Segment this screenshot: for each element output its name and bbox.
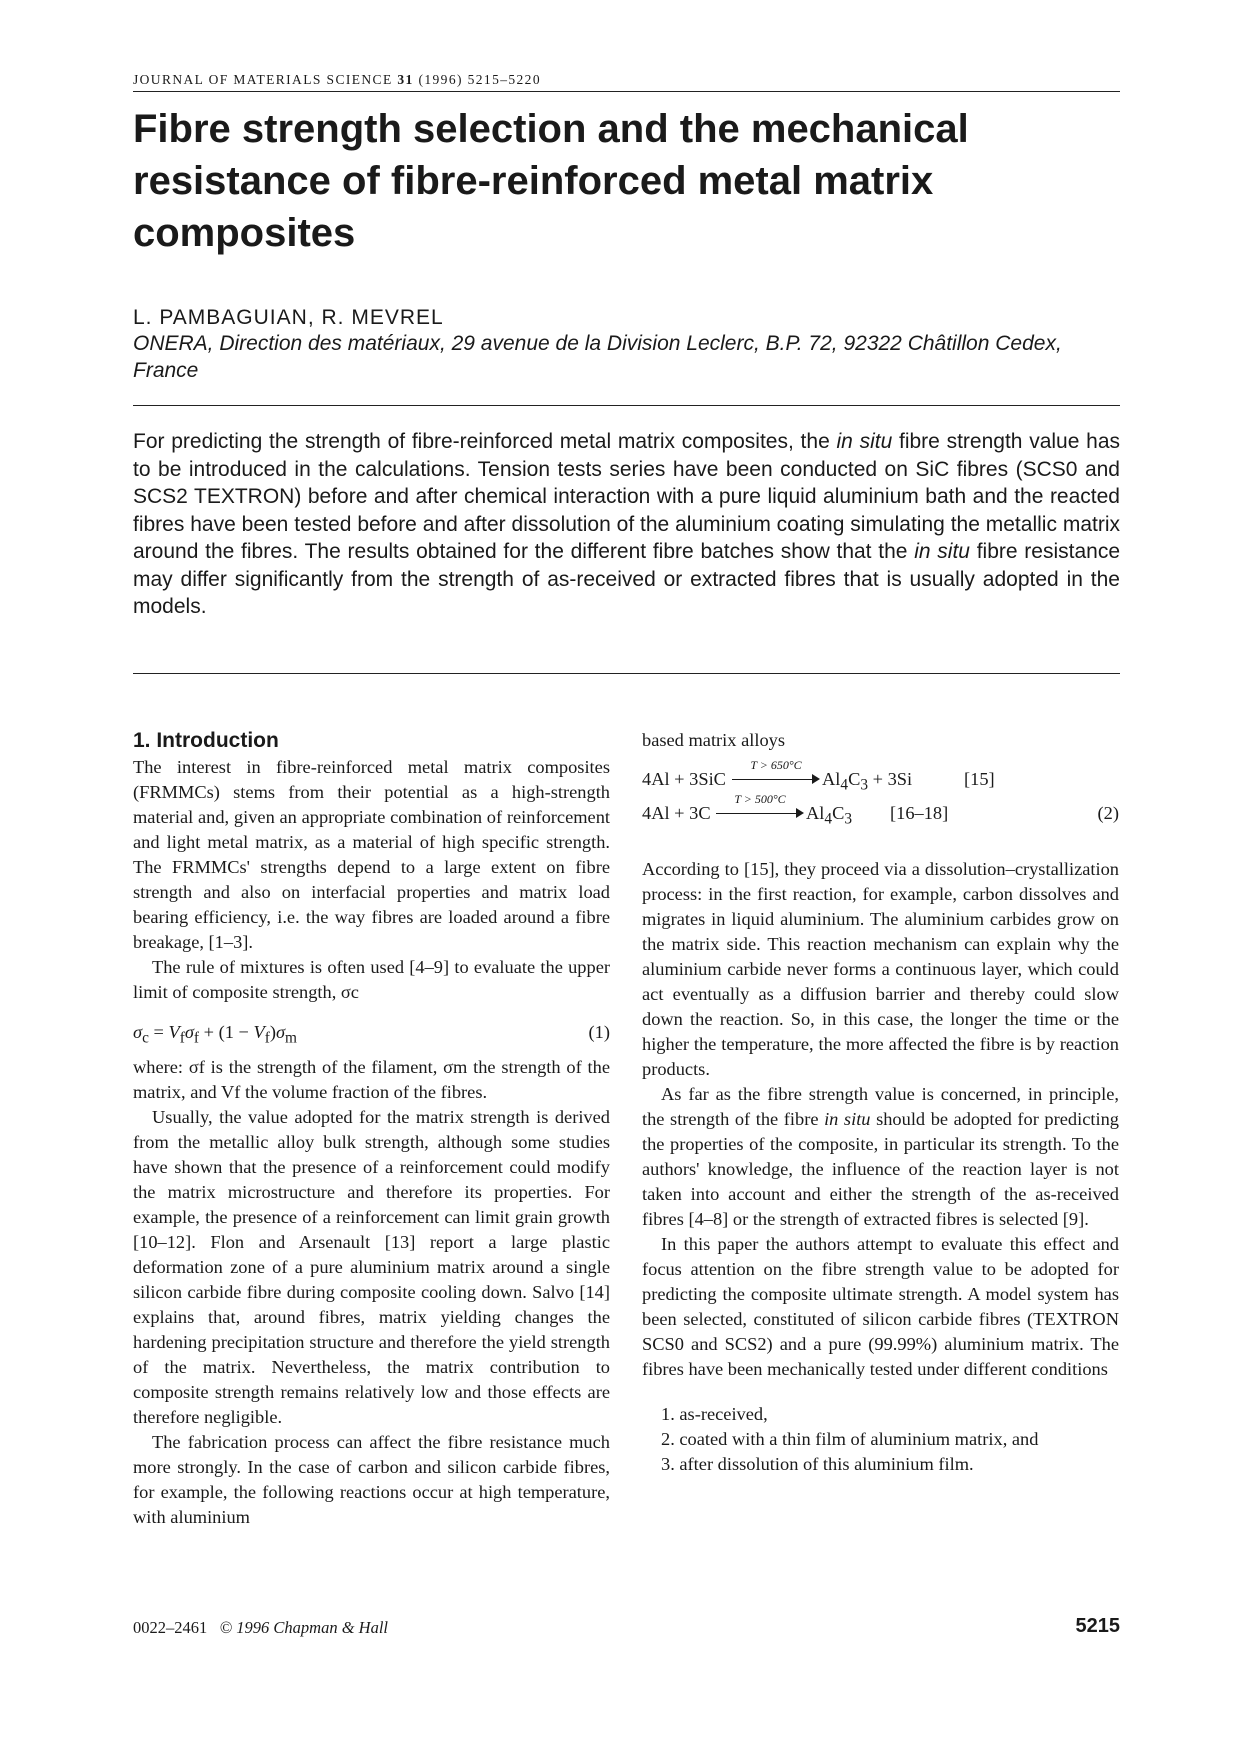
abstract-text-2: fibre strength value has to be introduced in the calculations. Tension tests series have been conducted on SiC fibres (SCS0 and SCS2 TEXTRON) before and after chemical interaction with a pure liquid aluminium bath and the reacted fibres have been tested before and after dissolution of the aluminium coating simulating the metallic matrix around the fibres. The results obtained for the different fibre batches show that the: [133, 430, 1121, 563]
list-item: 1. as-received,: [661, 1404, 768, 1424]
copyright: © 1996 Chapman & Hall: [219, 1618, 389, 1637]
equation-1-body: $\sigma_c = V_f\sigma_f + (1 - V_f)\sigma_m$: [133, 1022, 297, 1047]
section-heading: 1. Introduction: [133, 729, 279, 752]
reaction-reference: [15]: [964, 769, 995, 789]
paragraph: where: σf is the strength of the filament, σm the strength of the matrix, and Vf the volume fraction of the fibres.: [133, 1057, 610, 1102]
right-column: [642, 728, 1119, 1477]
paragraph: The fabrication process can affect the fibre resistance much more strongly. In the case of carbon and silicon carbide fibres, for example, the following reactions occur at high temperature, with aluminium: [133, 1432, 610, 1527]
reaction-arrow-icon: [732, 759, 820, 793]
reaction-lhs: 4Al + 3SiC: [642, 769, 726, 789]
reaction-1: [642, 759, 1119, 793]
journal-volume: 31: [397, 72, 414, 87]
abstract-italic-2: in situ: [914, 540, 970, 563]
paragraph: As far as the fibre strength value is concerned, in principle, the strength of the fibre in situ should be adopted for predicting the properties of the composite, in particular its strength. To the authors' knowledge, the influence of the reaction layer is not taken into account and either the strength of the as-received fibres [4–8] or the strength of extracted fibres is selected [9].: [642, 1084, 1119, 1229]
equation-1: [133, 1020, 610, 1045]
paragraph: Usually, the value adopted for the matrix strength is derived from the metallic alloy bulk strength, although some studies have shown that the presence of a reinforcement could modify the matrix microstructure and therefore its properties. For example, the presence of a reinforcement can limit grain growth [10–12]. Flon and Arsenault [13] report a large plastic deformation zone of a pure aluminium matrix around a single silicon carbide fibre during composite cooling down. Salvo [14] explains that, around fibres, matrix yielding changes the hardening precipitation structure and therefore the yield strength of the matrix. Nevertheless, the matrix contribution to composite strength remains relatively low and those effects are therefore negligible.: [133, 1107, 610, 1427]
reaction-arrow-icon: [716, 793, 804, 827]
footer-issn-copyright: [133, 1618, 388, 1638]
running-head: [133, 72, 1120, 88]
reaction-rhs: $Al_4C_3 + 3Si$: [822, 769, 913, 794]
list-item: 3. after dissolution of this aluminium film.: [661, 1454, 974, 1474]
abstract-text-3: fibre resistance may differ significantly from the strength of as-received or extracted fibres that is usually adopted in the models.: [133, 540, 1121, 618]
conditions-list: [642, 1402, 1119, 1477]
reaction-2: [642, 793, 1119, 827]
abstract-rule-top: [133, 405, 1120, 406]
paragraph: based matrix alloys: [642, 730, 786, 750]
journal-name: JOURNAL OF MATERIALS SCIENCE: [133, 72, 393, 87]
paragraph: The interest in fibre-reinforced metal matrix composites (FRMMCs) stems from their potential as a high-strength material and, given an appropriate combination of reinforcement and light metal matrix, as a material of high specific strength. The FRMMCs' strengths depend to a large extent on fibre strength and also on interfacial properties and matrix load bearing efficiency, i.e. the way fibres are loaded around a fibre breakage, [1–3].: [133, 757, 610, 952]
left-column: [133, 728, 610, 1530]
abstract: [133, 428, 1120, 621]
list-item: 2. coated with a thin film of aluminium matrix, and: [661, 1429, 1039, 1449]
journal-year-pages: (1996) 5215–5220: [418, 72, 541, 87]
abstract-rule-bottom: [133, 673, 1120, 674]
reaction-condition: T > 500°C: [734, 792, 786, 806]
paragraph: In this paper the authors attempt to evaluate this effect and focus attention on the fibre strength value to be adopted for predicting the composite ultimate strength. A model system has been selected, constituted of silicon carbide fibres (TEXTRON SCS0 and SCS2) and a pure (99.99%) aluminium matrix. The fibres have been mechanically tested under different conditions: [642, 1234, 1119, 1379]
reaction-rhs: $Al_4C_3$: [806, 803, 853, 828]
reaction-lhs: 4Al + 3C: [642, 803, 711, 823]
header-rule: [133, 91, 1120, 92]
issn: 0022–2461: [133, 1618, 208, 1637]
page-number: 5215: [1075, 1615, 1120, 1637]
paragraph: The rule of mixtures is often used [4–9] to evaluate the upper limit of composite strength, σc: [133, 957, 610, 1002]
equation-number: (2): [1097, 803, 1119, 823]
authors: L. PAMBAGUIAN, R. MEVREL: [133, 306, 444, 329]
abstract-text-1: For predicting the strength of fibre-reinforced metal matrix composites, the: [133, 430, 837, 453]
abstract-italic-1: in situ: [836, 430, 893, 453]
reaction-reference: [16–18]: [890, 803, 949, 823]
paragraph: According to [15], they proceed via a dissolution–crystallization process: in the first reaction, for example, carbon dissolves and migrates in liquid aluminium. The aluminium carbides grow on the matrix side. This reaction mechanism can explain why the aluminium carbide never forms a continuous layer, which could act eventually as a diffusion barrier and thereby could slow down the reaction. So, in this case, the longer the time or the higher the temperature, the more affected the fibre is by reaction products.: [642, 859, 1119, 1079]
equation-number: (1): [588, 1022, 610, 1042]
reaction-condition: T > 650°C: [750, 758, 802, 772]
paper-title: Fibre strength selection and the mechanical resistance of fibre-reinforced metal matrix composites: [133, 107, 969, 255]
affiliation: ONERA, Direction des matériaux, 29 avenue de la Division Leclerc, B.P. 72, 92322 Châtillon Cedex, France: [133, 332, 1062, 382]
